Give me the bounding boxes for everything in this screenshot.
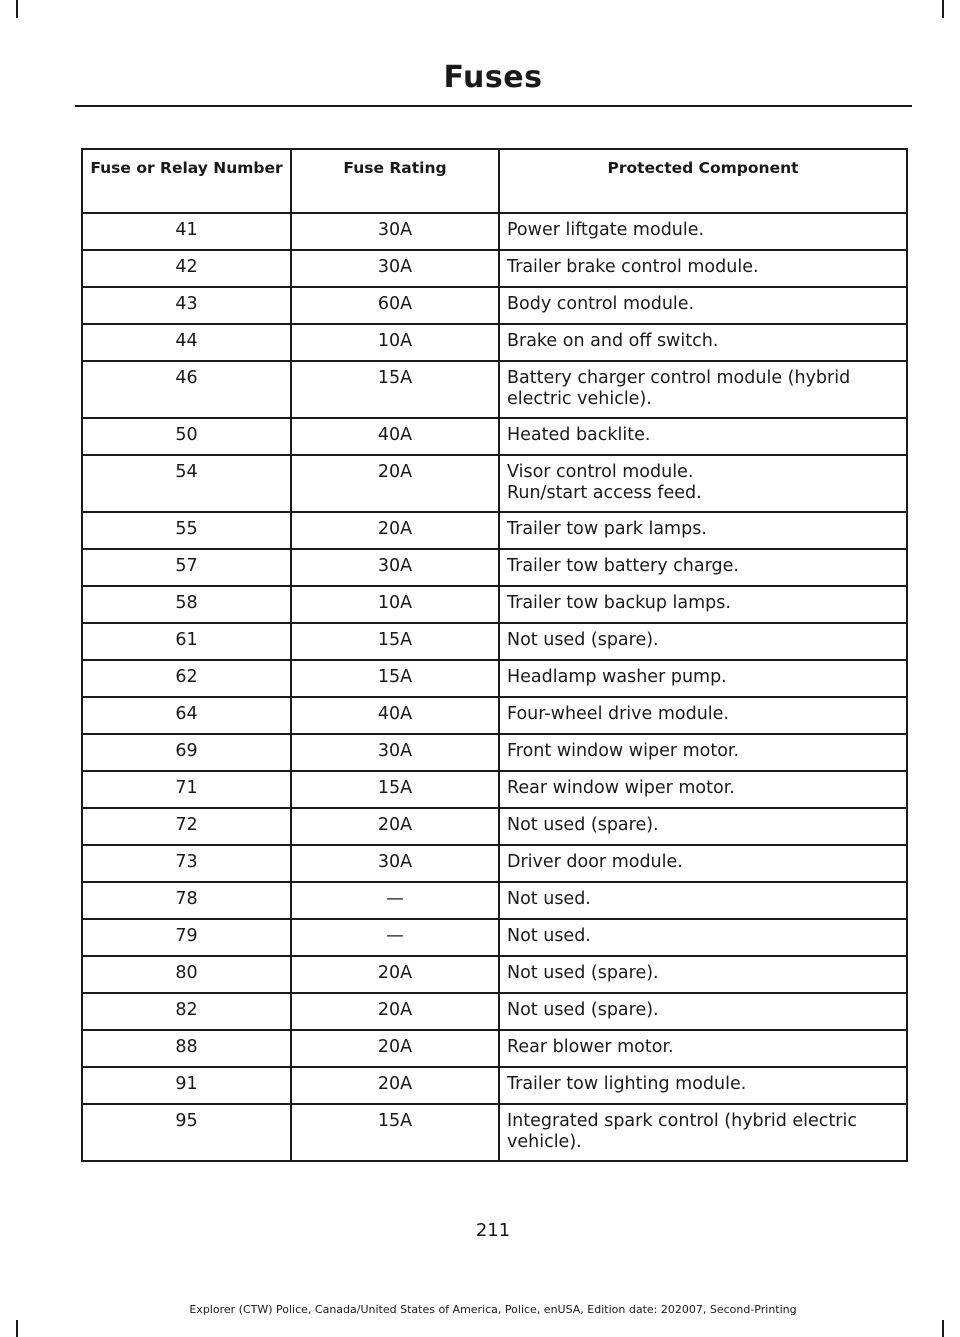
- protected-component-cell: [499, 213, 907, 250]
- fuse-rating-cell: 15A: [291, 771, 499, 808]
- component-text: Four-wheel drive module.: [507, 704, 729, 724]
- fuse-number-cell: 64: [82, 697, 291, 734]
- protected-component-cell: [499, 734, 907, 771]
- crop-mark-bottom-left: [16, 1320, 18, 1337]
- fuse-number-cell: 80: [82, 956, 291, 993]
- fuse-rating-cell: 20A: [291, 512, 499, 549]
- table-row: [82, 919, 907, 956]
- fuse-rating-cell: —: [291, 919, 499, 956]
- fuse-number-cell: 50: [82, 418, 291, 455]
- table-row: [82, 993, 907, 1030]
- fuse-number-cell: 73: [82, 845, 291, 882]
- protected-component-cell: [499, 882, 907, 919]
- protected-component-cell: [499, 250, 907, 287]
- fuse-rating-cell: 20A: [291, 993, 499, 1030]
- component-text: Front window wiper motor.: [507, 741, 740, 761]
- protected-component-cell: [499, 1104, 907, 1161]
- component-text: Not used (spare).: [507, 815, 659, 835]
- crop-mark-top-left: [16, 0, 18, 18]
- fuse-number-cell: 61: [82, 623, 291, 660]
- fuse-number-cell: 44: [82, 324, 291, 361]
- protected-component-cell: [499, 287, 907, 324]
- component-text: Trailer tow backup lamps.: [507, 593, 731, 613]
- fuse-number-cell: 79: [82, 919, 291, 956]
- fuse-rating-cell: 20A: [291, 956, 499, 993]
- protected-component-cell: [499, 361, 907, 418]
- fuse-rating-cell: 15A: [291, 623, 499, 660]
- component-text: Trailer brake control module.: [507, 257, 759, 277]
- fuse-rating-cell: 40A: [291, 418, 499, 455]
- component-text: Not used.: [507, 926, 591, 946]
- table-row: [82, 213, 907, 250]
- fuse-rating-cell: 30A: [291, 213, 499, 250]
- table-row: [82, 882, 907, 919]
- protected-component-cell: [499, 808, 907, 845]
- fuse-rating-cell: 15A: [291, 1104, 499, 1161]
- component-text: Headlamp washer pump.: [507, 667, 727, 687]
- component-text: Trailer tow lighting module.: [507, 1074, 747, 1094]
- protected-component-cell: [499, 512, 907, 549]
- component-text: Not used (spare).: [507, 1000, 659, 1020]
- fuse-rating-cell: 15A: [291, 660, 499, 697]
- fuse-rating-cell: 30A: [291, 845, 499, 882]
- component-text: Not used.: [507, 889, 591, 909]
- component-text: Brake on and off switch.: [507, 331, 719, 351]
- table-row: [82, 512, 907, 549]
- fuse-number-cell: 62: [82, 660, 291, 697]
- fuse-number-cell: 71: [82, 771, 291, 808]
- table-row: [82, 808, 907, 845]
- fuse-number-cell: 72: [82, 808, 291, 845]
- protected-component-cell: [499, 623, 907, 660]
- component-text: Rear window wiper motor.: [507, 778, 735, 798]
- fuse-number-cell: 41: [82, 213, 291, 250]
- fuse-number-cell: 46: [82, 361, 291, 418]
- fuse-rating-cell: 60A: [291, 287, 499, 324]
- fuse-rating-cell: 20A: [291, 808, 499, 845]
- fuse-rating-cell: 15A: [291, 361, 499, 418]
- table-row: [82, 1030, 907, 1067]
- fuse-rating-cell: 20A: [291, 1030, 499, 1067]
- fuse-number-cell: 57: [82, 549, 291, 586]
- fuse-number-cell: 54: [82, 455, 291, 512]
- fuse-table-body: [82, 213, 907, 1161]
- table-row: [82, 324, 907, 361]
- fuse-rating-cell: 10A: [291, 324, 499, 361]
- table-row: [82, 455, 907, 512]
- table-row: [82, 1104, 907, 1161]
- component-text: Trailer tow park lamps.: [507, 519, 707, 539]
- component-text: Driver door module.: [507, 852, 683, 872]
- table-row: [82, 845, 907, 882]
- protected-component-cell: [499, 1067, 907, 1104]
- component-text: Body control module.: [507, 294, 695, 314]
- component-text: Heated backlite.: [507, 425, 651, 445]
- crop-mark-bottom-right: [942, 1320, 944, 1337]
- component-text: Visor control module.: [507, 462, 694, 482]
- protected-component-cell: [499, 455, 907, 512]
- page-number: 211: [475, 1220, 511, 1241]
- protected-component-cell: [499, 956, 907, 993]
- crop-mark-top-right: [942, 0, 944, 18]
- protected-component-cell: [499, 1030, 907, 1067]
- table-row: [82, 361, 907, 418]
- fuse-number-cell: 43: [82, 287, 291, 324]
- component-text: Not used (spare).: [507, 630, 659, 650]
- protected-component-cell: [499, 919, 907, 956]
- protected-component-cell: [499, 660, 907, 697]
- component-text: Trailer tow battery charge.: [507, 556, 739, 576]
- header-protected-component: Protected Component: [499, 149, 907, 213]
- fuse-rating-cell: —: [291, 882, 499, 919]
- fuse-number-cell: 95: [82, 1104, 291, 1161]
- title-divider: [75, 105, 912, 107]
- protected-component-cell: [499, 697, 907, 734]
- fuse-rating-cell: 20A: [291, 455, 499, 512]
- table-row: [82, 734, 907, 771]
- fuse-number-cell: 88: [82, 1030, 291, 1067]
- component-text: Power liftgate module.: [507, 220, 705, 240]
- fuse-number-cell: 42: [82, 250, 291, 287]
- table-row: [82, 697, 907, 734]
- table-row: [82, 418, 907, 455]
- fuse-rating-cell: 10A: [291, 586, 499, 623]
- fuse-number-cell: 78: [82, 882, 291, 919]
- component-text: Not used (spare).: [507, 963, 659, 983]
- fuse-number-cell: 69: [82, 734, 291, 771]
- component-text: Battery charger control module (hybrid electric vehicle).: [507, 368, 851, 409]
- protected-component-cell: [499, 324, 907, 361]
- protected-component-cell: [499, 418, 907, 455]
- table-row: [82, 623, 907, 660]
- page-footer: Explorer (CTW) Police, Canada/United States of America, Police, enUSA, Edition date: 202007, Second-Printing: [189, 1303, 797, 1316]
- fuse-number-cell: 55: [82, 512, 291, 549]
- protected-component-cell: [499, 845, 907, 882]
- table-row: [82, 250, 907, 287]
- table-row: [82, 956, 907, 993]
- protected-component-cell: [499, 586, 907, 623]
- fuse-rating-cell: 30A: [291, 250, 499, 287]
- fuse-rating-cell: 30A: [291, 734, 499, 771]
- table-row: [82, 287, 907, 324]
- header-fuse-number: Fuse or Relay Number: [82, 149, 291, 213]
- protected-component-cell: [499, 993, 907, 1030]
- header-fuse-rating: Fuse Rating: [291, 149, 499, 213]
- component-text: Integrated spark control (hybrid electric vehicle).: [507, 1111, 857, 1152]
- table-row: [82, 660, 907, 697]
- fuse-number-cell: 91: [82, 1067, 291, 1104]
- fuse-rating-cell: 30A: [291, 549, 499, 586]
- table-row: [82, 1067, 907, 1104]
- component-text: Run/start access feed.: [507, 483, 702, 503]
- protected-component-cell: [499, 549, 907, 586]
- table-row: [82, 586, 907, 623]
- fuse-rating-cell: 20A: [291, 1067, 499, 1104]
- fuse-rating-cell: 40A: [291, 697, 499, 734]
- protected-component-cell: [499, 771, 907, 808]
- fuse-number-cell: 82: [82, 993, 291, 1030]
- table-row: [82, 549, 907, 586]
- page-title: Fuses: [443, 60, 543, 95]
- component-text: Rear blower motor.: [507, 1037, 674, 1057]
- table-row: [82, 771, 907, 808]
- fuse-table: [81, 148, 908, 1162]
- fuse-number-cell: 58: [82, 586, 291, 623]
